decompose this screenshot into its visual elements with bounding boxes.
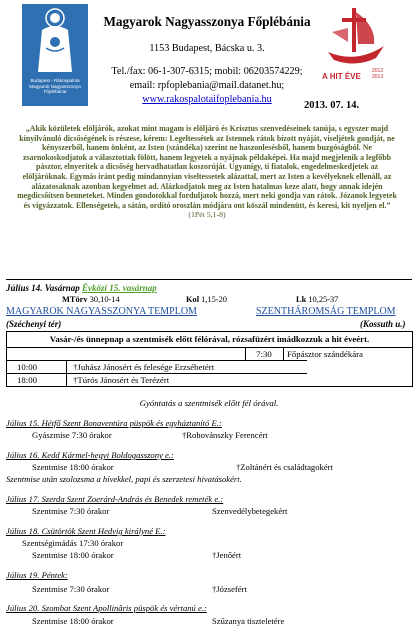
reading-book: Kol [186,295,200,304]
day-title: Július 19. Péntek: [6,570,68,580]
day-adoration: Szentségimádás 17:30 órakor [22,538,124,548]
mass-time: 18:00 [7,374,67,386]
reading-book: Lk [296,295,307,304]
year-of-faith-text: A HIT ÉVE [322,72,361,81]
day-intention: †Jenőért [212,550,242,560]
church-left-name[interactable]: MAGYAROK NAGYASSZONYA TEMPLOM [6,306,197,317]
left-logo-text: Budapest - Rákospalota Magyarok Nagyasszonya Főplébánia [29,78,81,95]
mass-time: 10:00 [7,361,67,373]
day-intention: Szenvedélybetegekért [212,506,288,516]
mass-intention: Főpásztor szándékára [287,349,363,359]
reading-book: MTörv [62,295,88,304]
day-title: Július 15. Hétfő Szent Bonaventúra püspök és egyháztanító E.: [6,418,222,428]
year-of-faith-logo [318,2,394,88]
church-right-place: (Kossuth u.) [360,319,406,329]
day-mass: Szentmise 7:30 órakor [32,584,110,594]
day-title: Július 18. Csütörtök Szent Hedvig királyné E.: [6,526,166,536]
empty-cell [67,348,246,360]
day-mass: Gyászmise 7:30 órakor [32,430,112,440]
day-note: Szentmise után szolozsma a hívekkel, papi és szerzetesi hivatásokért. [6,474,242,484]
quote-text: „Akik közületek elöljárók, azokat mint magam is elöljáró és Krisztus szenvedéseinek tanúja, s egyszer majd kinyilvánuló dicsőségének is részese, kérem: Legeltessétek az Istennek rátok bízott nyáját, viseljétek gondját, ne kényszerből, hanem önként, az Isten (szándéka) szerint ne haszonlesésből, hanem buzgóságból. Ne zsarnokoskodjatok a választottak fölött, hanem legyetek a nyájnak példaképei. Ha majd megjelenik a legfőbb pásztor, elnyeritek a dicsőség hervadhatatlan koszorúját. Ugyanígy, ti fiatalok, engedelmeskedjetek az elöljáróknak. Egymás iránt pedig mindannyian viseltessetek alázattal, mert az Isten a kevélyeknek ellenáll, az alázatosaknak azonban kegyelmet ad. Alázkodjatok meg az Isten hatalmas keze alatt, hogy annak idején megdicsőítsen benneteket. Minden gondotokkal forduljatok hozzá, mert neki gondja van rátok. Józanok legyetek és vigyázzatok. Ellenségetek, a sátán, ordító oroszlán módjára ont köszál mindenütt, és keresi, kit nyeljen el.” [17,124,397,210]
sunday-date: Július 14. Vasárnap [6,283,80,293]
sunday-heading [6,283,157,293]
mass-intention: †Túrós Jánosért és Terézért [73,375,170,385]
parish-email: email: rpfoplebania@mail.datanet.hu; [129,80,285,91]
day-intention: †Rohovánszky Ferencért [182,430,268,440]
website-line [96,93,318,106]
mass-table [6,331,413,387]
church-left-place: (Széchenyi tér) [6,319,62,329]
day-title: Július 16. Kedd Kármel-hegyi Boldogasszony e.: [6,450,174,460]
divider [6,279,412,280]
parish-title: Magyarok Nagyasszonya Főplébánia [103,14,311,29]
scripture-quote [14,124,400,220]
day-mass: Szentmise 18:00 órakor [32,550,114,560]
parish-address: 1153 Budapest, Bácska u. 3. [149,43,265,54]
madonna-icon [22,4,88,78]
day-title: Július 20. Szombat Szent Apollinâris püspök és vértanú e.: [6,603,207,613]
mass-row-right-church [7,347,412,360]
day-mass: Szentmise 18:00 órakor [32,462,114,472]
reading-ref: 10,25-37 [308,295,339,304]
quote-reference: (1Pét 5,1-8) [188,210,226,220]
confession-note: Gyóntatás a szentmisék előtt fél órával. [139,398,279,408]
mass-time: 7:30 [245,348,284,360]
reading-3 [296,295,338,304]
table-row [7,373,307,386]
day-intention: †Józsefért [212,584,247,594]
reading-2 [186,295,227,304]
day-mass: Szentmise 7:30 órakor [32,506,110,516]
year-of-faith-years: 2012 2013 [372,68,384,80]
table-row [7,360,307,373]
reading-1 [62,295,120,304]
bulletin-date: 2013. 07. 14. [304,100,360,111]
day-intention: Szűzanya tiszteletére [212,616,285,626]
mass-table-heading: Vasár-/és ünnepnap a szentmisék előtt félórával, rózsafüzért imádkozzuk a hit éveért. [49,334,370,344]
parish-phone: Tel./fax: 06-1-307-6315; mobil: 06203574229; [111,66,303,77]
left-logo [22,4,88,106]
day-mass: Szentmise 18:00 órakor [32,616,114,626]
website-link[interactable]: www.rakospalotaifoplebania.hu [142,94,272,105]
mass-intention: †Juhász Jánosért és felesége Erzsébetért [73,362,215,372]
church-right-name[interactable]: SZENTHÁROMSÁG TEMPLOM [256,306,396,317]
sunday-name: Évközi 15. vasárnap [82,283,157,293]
day-intention: †Zoltánért és családtagokért [236,462,333,472]
reading-ref: 30,10-14 [89,295,120,304]
day-title: Július 17. Szerda Szent Zoerárd-András és Benedek remeték e.: [6,494,224,504]
reading-ref: 1,15-20 [201,295,227,304]
